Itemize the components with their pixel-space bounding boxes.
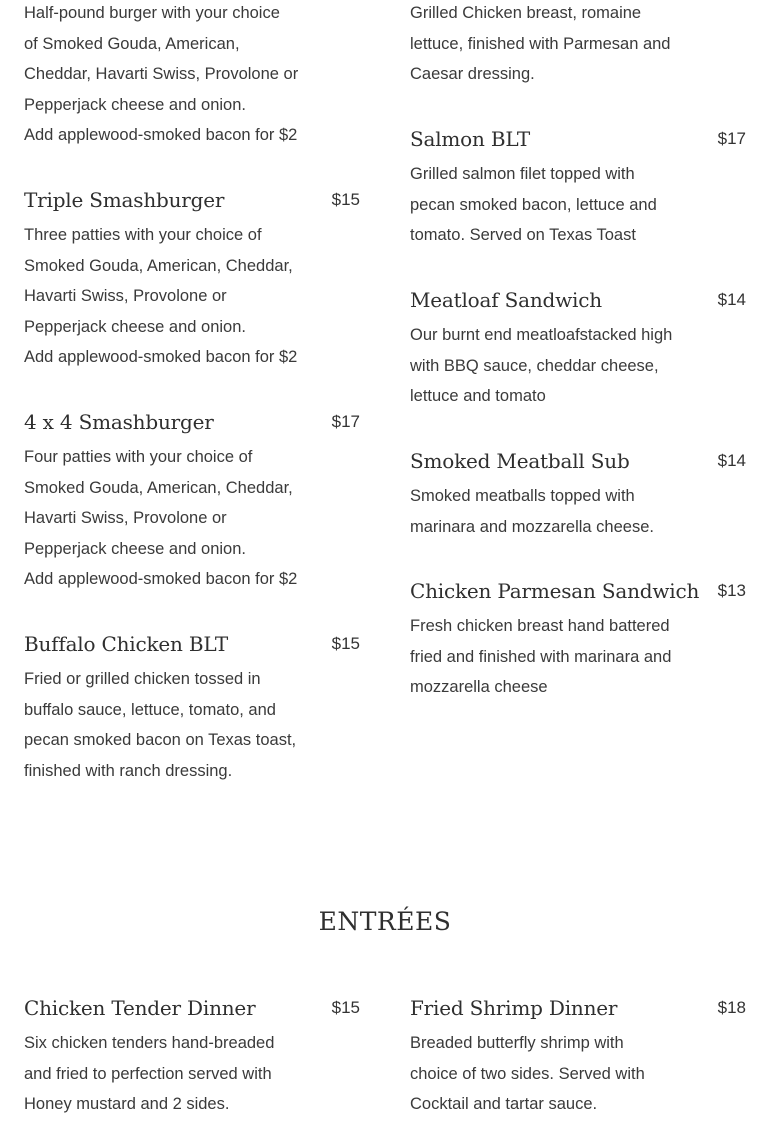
menu-item-description — [24, 664, 296, 786]
menu-item-price: $14 — [717, 451, 746, 470]
description-line: marinara and mozzarella cheese. — [410, 517, 654, 536]
menu-item-title: Salmon BLT — [410, 127, 530, 151]
description-line: finished with ranch dressing. — [24, 761, 233, 780]
description-line: Smoked meatballs topped with — [410, 487, 635, 505]
description-line: Cocktail and tartar sauce. — [410, 1095, 598, 1113]
menu-item-price: $18 — [717, 998, 746, 1017]
description-line: pecan smoked bacon on Texas toast, — [24, 731, 297, 749]
menu-item-description — [24, 0, 298, 151]
menu-item-addon: Add applewood-smoked bacon for $2 — [24, 126, 298, 144]
menu-item-title: 4 x 4 Smashburger — [24, 410, 214, 434]
description-line: Cheddar, Havarti Swiss, Provolone or — [24, 65, 299, 83]
menu-item-description — [410, 0, 670, 90]
description-line: of Smoked Gouda, American, — [24, 34, 240, 53]
menu-item-title: Chicken Tender Dinner — [24, 996, 256, 1020]
menu-item-price: $15 — [331, 634, 360, 653]
description-line: Grilled salmon filet topped with — [410, 165, 635, 183]
description-line: Smoked Gouda, American, Cheddar, — [24, 478, 293, 497]
description-line: pecan smoked bacon, lettuce and — [410, 195, 657, 214]
description-line: Havarti Swiss, Provolone or — [24, 287, 227, 305]
description-line: Three patties with your choice of — [24, 226, 262, 244]
menu-item-price: $17 — [717, 129, 746, 148]
menu-item-price: $15 — [331, 998, 360, 1017]
menu-item-title: Chicken Parmesan Sandwich — [410, 579, 700, 603]
description-line: Pepperjack cheese and onion. — [24, 317, 246, 336]
description-line: Fresh chicken breast hand battered — [410, 617, 670, 635]
description-line: lettuce, finished with Parmesan and — [410, 34, 671, 53]
menu-item-addon: Add applewood-smoked bacon for $2 — [24, 570, 298, 588]
menu-item-description — [410, 611, 671, 703]
description-line: lettuce and tomato — [410, 387, 546, 405]
section-heading-entrees: ENTRÉES — [318, 907, 452, 936]
description-line: Pepperjack cheese and onion. — [24, 95, 246, 114]
description-line: Fried or grilled chicken tossed in — [24, 670, 261, 688]
description-line: Smoked Gouda, American, Cheddar, — [24, 256, 293, 275]
menu-item-price: $14 — [717, 290, 746, 309]
description-line: choice of two sides. Served with — [410, 1064, 645, 1083]
menu-item-title: Buffalo Chicken BLT — [24, 632, 228, 656]
description-line: tomato. Served on Texas Toast — [410, 226, 636, 244]
menu-item-title: Triple Smashburger — [24, 188, 225, 212]
menu-item-title: Smoked Meatball Sub — [410, 449, 630, 473]
description-line: Half-pound burger with your choice — [24, 4, 280, 22]
description-line: Six chicken tenders hand-breaded — [24, 1034, 275, 1052]
description-line: Our burnt end meatloafstacked high — [410, 326, 673, 344]
description-line: Pepperjack cheese and onion. — [24, 539, 246, 558]
menu-item-description — [24, 442, 297, 595]
menu-item-description — [410, 159, 657, 251]
menu-item-description — [24, 220, 297, 373]
description-line: with BBQ sauce, cheddar cheese, — [410, 356, 659, 375]
description-line: Havarti Swiss, Provolone or — [24, 509, 227, 527]
menu-item-title: Fried Shrimp Dinner — [410, 996, 618, 1020]
description-line: Four patties with your choice of — [24, 448, 253, 466]
description-line: Honey mustard and 2 sides. — [24, 1095, 230, 1113]
menu-item-title: Meatloaf Sandwich — [410, 288, 602, 312]
menu-item-description — [24, 1028, 274, 1120]
description-line: mozzarella cheese — [410, 678, 548, 696]
description-line: Caesar dressing. — [410, 65, 535, 83]
menu-item-price: $15 — [331, 190, 360, 209]
menu-item-addon: Add applewood-smoked bacon for $2 — [24, 348, 298, 366]
description-line: fried and finished with marinara and — [410, 647, 672, 666]
menu-item-description — [410, 320, 672, 412]
menu-item-description — [410, 1028, 645, 1120]
description-line: buffalo sauce, lettuce, tomato, and — [24, 700, 276, 719]
menu-item-price: $17 — [331, 412, 360, 431]
menu-item-description — [410, 481, 654, 542]
menu-item-price: $13 — [717, 581, 746, 600]
description-line: and fried to perfection served with — [24, 1064, 272, 1083]
description-line: Breaded butterfly shrimp with — [410, 1034, 624, 1052]
description-line: Grilled Chicken breast, romaine — [410, 4, 642, 22]
